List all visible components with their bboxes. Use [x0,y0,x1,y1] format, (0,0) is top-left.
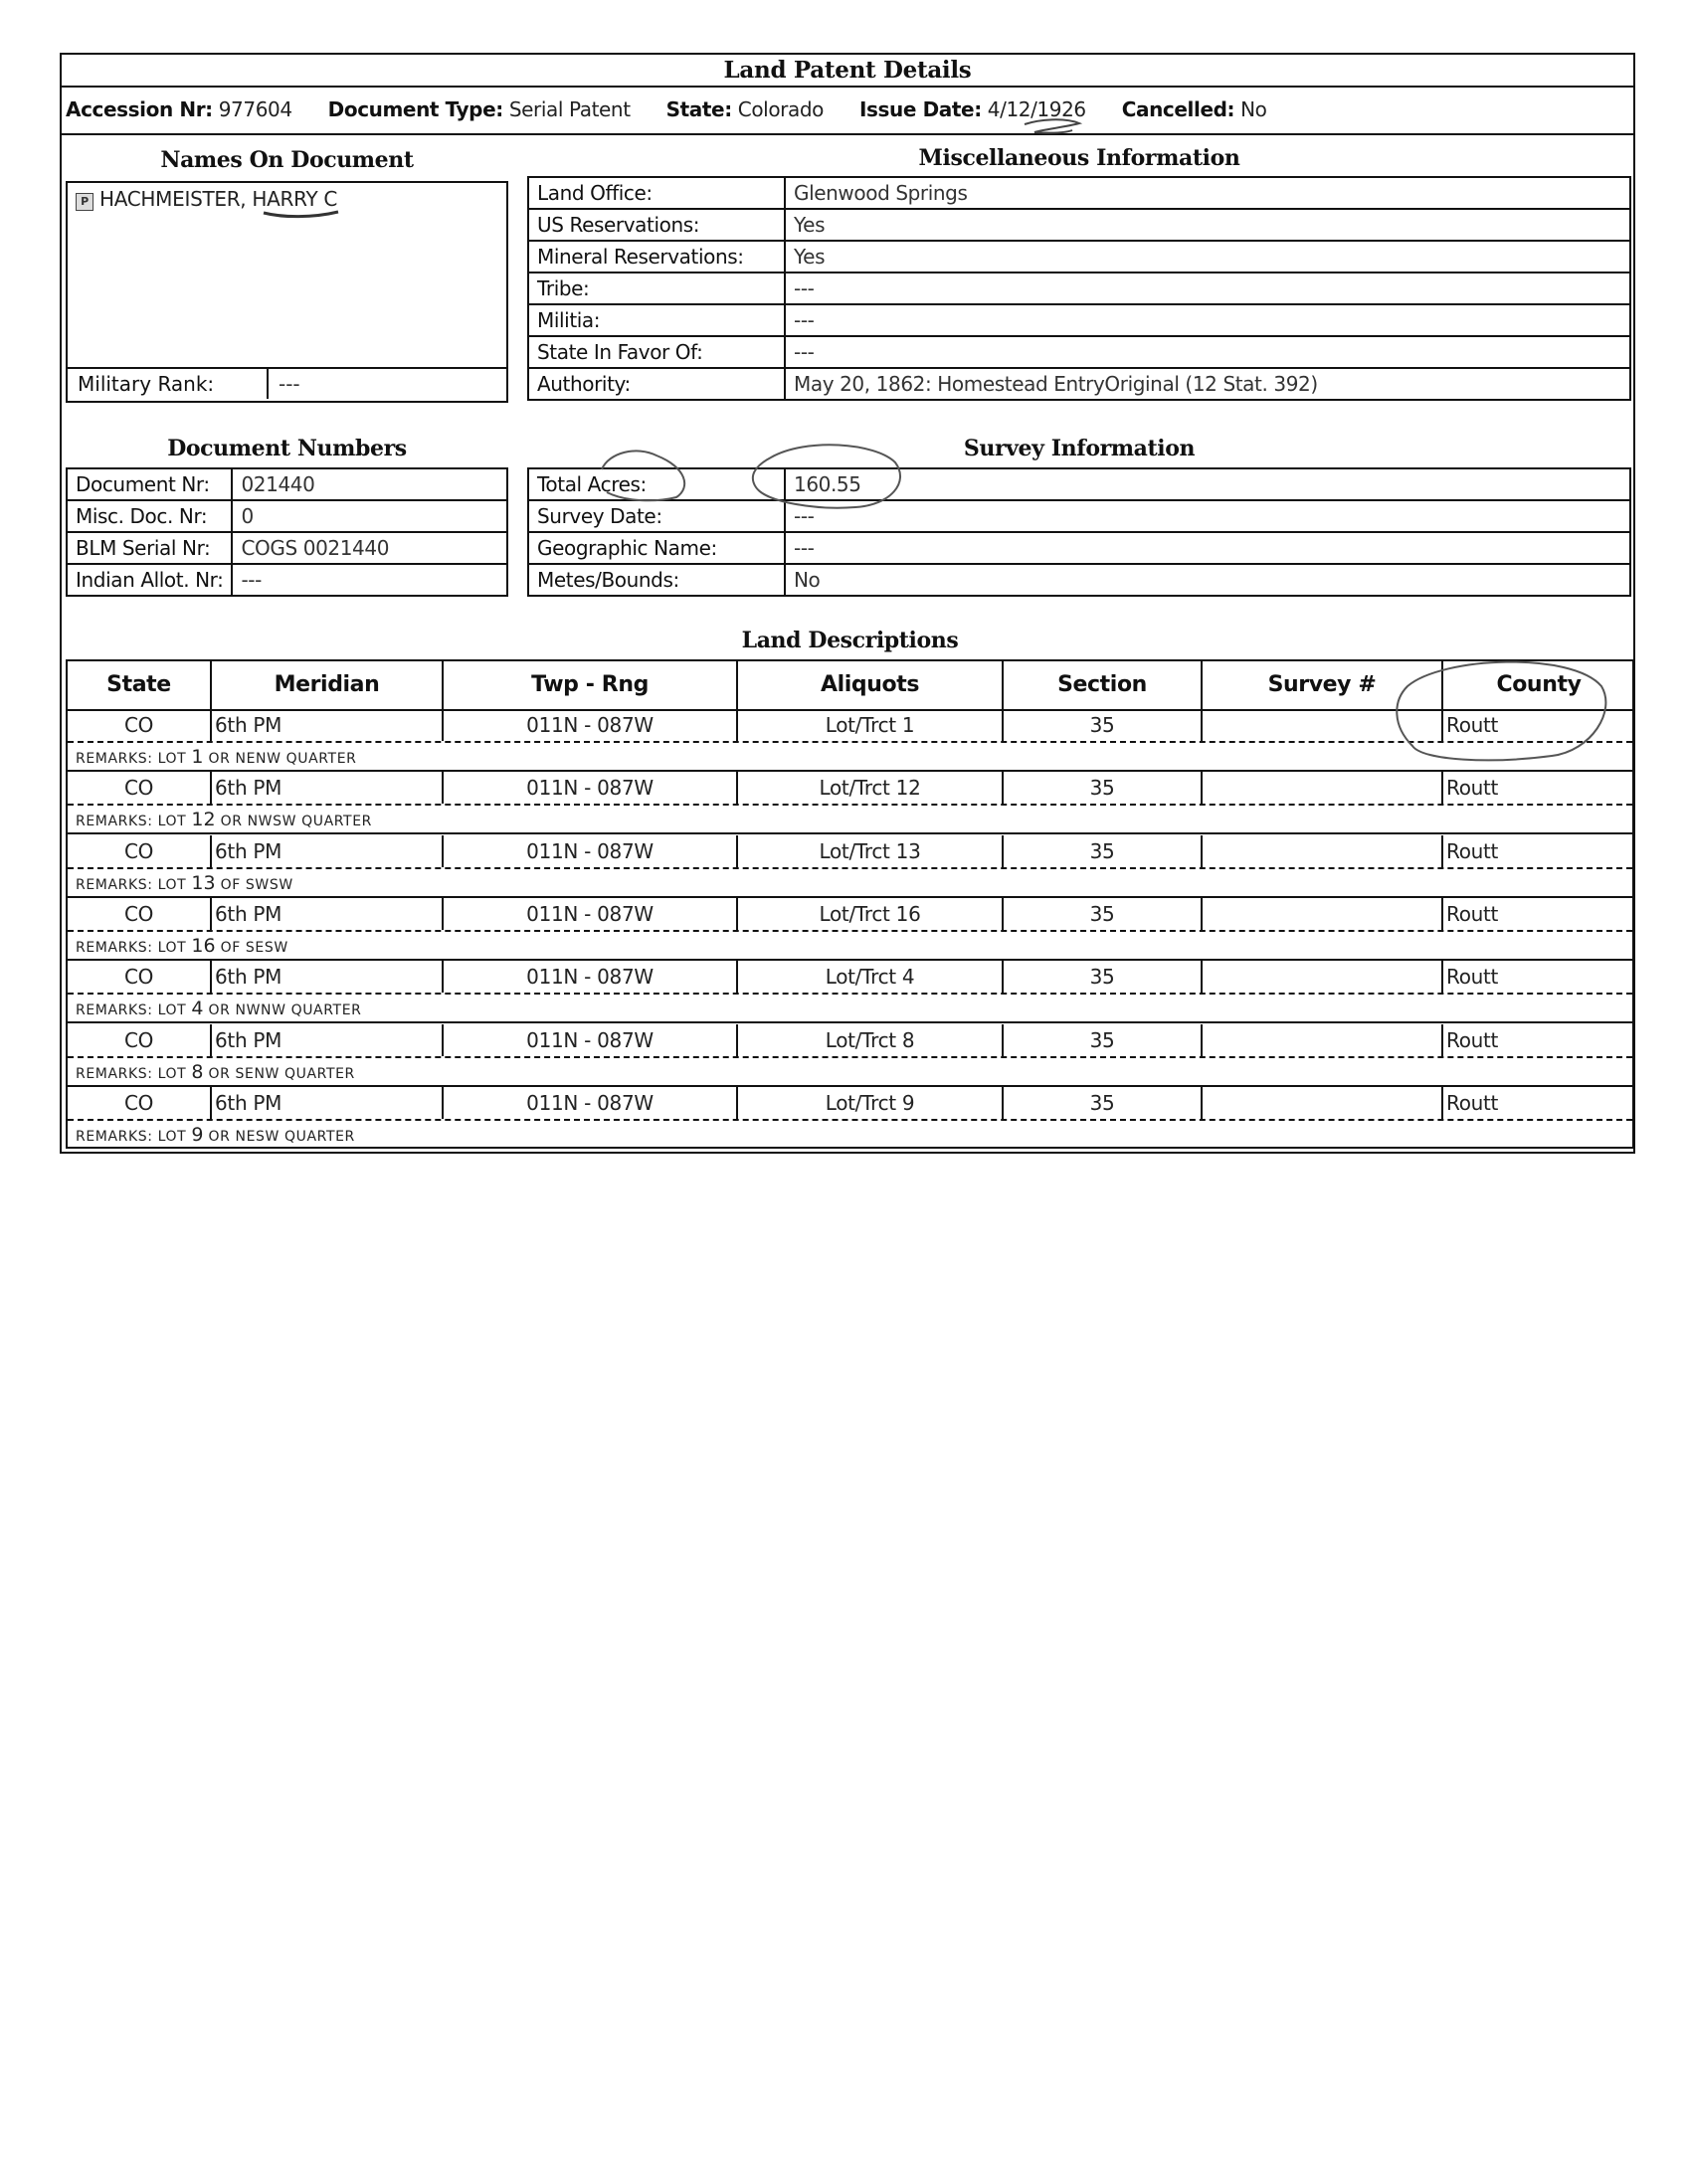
misc-info-value: Yes [785,209,1630,241]
cell-meridian: 6th PM [212,835,444,867]
survey-info-value: No [785,564,1630,596]
cell-township-range: 011N - 087W [444,835,738,867]
remarks-label: REMARKS: [76,939,153,956]
land-row [68,1024,1632,1087]
misc-info-row [528,209,1630,241]
cell-survey-number [1203,835,1443,867]
misc-info-label: Tribe: [528,273,785,304]
land-row-remarks [76,1121,355,1149]
column-header-meridian[interactable]: Meridian [212,661,444,709]
misc-info-row [528,336,1630,368]
land-row-data [68,961,1632,995]
document-number-label: Document Nr: [67,468,232,500]
document-number-value: COGS 0021440 [232,532,507,564]
cell-meridian: 6th PM [212,1087,444,1119]
cell-section: 35 [1004,709,1203,741]
remarks-lot-number: 12 [191,809,216,831]
misc-info-value: Glenwood Springs [785,177,1630,209]
survey-info-value: 160.55 [785,468,1630,500]
remarks-lot-number: 1 [191,746,204,768]
column-header-aliquots[interactable]: Aliquots [738,661,1004,709]
misc-info-label: State In Favor Of: [528,336,785,368]
remarks-lot-word: LOT [157,1128,187,1145]
survey-info-row [528,564,1630,596]
land-row [68,835,1632,898]
cell-state: CO [68,1024,212,1056]
cell-survey-number [1203,709,1443,741]
page-title: Land Patent Details [60,53,1635,88]
cell-survey-number [1203,772,1443,804]
cell-section: 35 [1004,961,1203,993]
land-descriptions-table [66,659,1634,1149]
accession-value: 977604 [218,97,292,121]
land-row-remarks [76,932,288,960]
cell-section: 35 [1004,1087,1203,1119]
cell-section: 35 [1004,898,1203,930]
document-number-row [67,468,507,500]
cell-aliquots: Lot/Trct 9 [738,1087,1004,1119]
survey-info-table [527,467,1631,597]
cell-meridian: 6th PM [212,1024,444,1056]
state-field [666,87,824,133]
state-value: Colorado [737,97,824,121]
land-row [68,898,1632,961]
survey-section-title: Survey Information [963,436,1196,461]
issue-date-value: 4/12/1926 [987,97,1086,121]
cell-state: CO [68,835,212,867]
misc-info-value: --- [785,336,1630,368]
misc-info-label: Mineral Reservations: [528,241,785,273]
land-section-title: Land Descriptions [741,628,959,653]
issue-date-field [859,87,1086,133]
names-list [76,187,337,211]
misc-info-label: Land Office: [528,177,785,209]
survey-info-label: Geographic Name: [528,532,785,564]
cell-survey-number [1203,1024,1443,1056]
misc-info-value: May 20, 1862: Homestead EntryOriginal (12 Stat. 392) [785,368,1630,400]
document-type-field [328,87,631,133]
cell-aliquots: Lot/Trct 8 [738,1024,1004,1056]
column-header-section[interactable]: Section [1004,661,1203,709]
misc-info-value: --- [785,304,1630,336]
survey-info-row [528,500,1630,532]
remarks-label: REMARKS: [76,814,153,830]
cell-county: Routt [1446,1090,1499,1115]
patent-summary-bar [60,87,1635,135]
state-label: State: [665,97,732,121]
cell-state: CO [68,1087,212,1119]
accession-label: Accession Nr: [66,97,213,121]
cancelled-value: No [1240,97,1267,121]
document-numbers-table [66,467,508,597]
column-header-county[interactable]: County [1496,672,1582,697]
remarks-label: REMARKS: [76,1128,153,1145]
cell-township-range: 011N - 087W [444,1024,738,1056]
land-row-remarks [76,995,361,1022]
cell-state: CO [68,961,212,993]
document-number-value: 0 [232,500,507,532]
survey-info-value: --- [785,500,1630,532]
column-header-township-range[interactable]: Twp - Rng [444,661,738,709]
remarks-lot-number: 9 [191,1123,204,1146]
cell-state: CO [68,709,212,741]
document-number-label: Indian Allot. Nr: [67,564,232,596]
remarks-lot-number: 4 [191,998,204,1020]
remarks-lot-word: LOT [157,751,187,767]
misc-info-label: Authority: [528,368,785,400]
cell-meridian: 6th PM [212,709,444,741]
cell-state: CO [68,772,212,804]
docnums-section-title: Document Numbers [167,436,407,461]
remarks-lot-number: 13 [191,871,216,894]
remarks-description: OF SWSW [220,876,293,893]
military-rank-row [68,367,506,401]
remarks-lot-number: 16 [191,934,216,957]
cell-meridian: 6th PM [212,772,444,804]
survey-info-row [528,532,1630,564]
land-row-data [68,1024,1632,1058]
name-entry[interactable] [76,187,337,211]
misc-info-table [527,176,1631,401]
misc-info-value: --- [785,273,1630,304]
cell-survey-number [1203,961,1443,993]
accession-field [66,87,292,133]
cell-county: Routt [1446,838,1499,863]
document-number-label: Misc. Doc. Nr: [67,500,232,532]
remarks-lot-word: LOT [157,939,187,956]
land-row-data [68,898,1632,932]
survey-info-row [528,468,1630,500]
remarks-label: REMARKS: [76,1065,153,1082]
name-text: HACHMEISTER, HARRY C [99,187,338,211]
cell-county: Routt [1446,901,1499,926]
cell-section: 35 [1004,772,1203,804]
patentee-icon: P [76,193,94,211]
land-row-remarks [76,1058,355,1086]
land-row-remarks [76,743,356,771]
column-header-state[interactable]: State [68,661,212,709]
land-row [68,772,1632,834]
land-row-data [68,772,1632,806]
remarks-lot-word: LOT [157,876,187,893]
document-number-row [67,532,507,564]
misc-info-label: US Reservations: [528,209,785,241]
cell-township-range: 011N - 087W [444,772,738,804]
remarks-lot-number: 8 [191,1060,204,1083]
remarks-description: OR SENW QUARTER [208,1065,355,1082]
cell-section: 35 [1004,835,1203,867]
misc-info-label: Militia: [528,304,785,336]
misc-info-row [528,273,1630,304]
cell-state: CO [68,898,212,930]
cell-county: Routt [1446,1027,1499,1052]
issue-date-label: Issue Date: [858,97,982,121]
survey-info-label: Survey Date: [528,500,785,532]
cell-meridian: 6th PM [212,898,444,930]
cell-aliquots: Lot/Trct 4 [738,961,1004,993]
cell-section: 35 [1004,1024,1203,1056]
remarks-lot-word: LOT [157,1065,187,1082]
misc-info-row [528,241,1630,273]
misc-info-value: Yes [785,241,1630,273]
cell-county: Routt [1446,713,1499,737]
cell-survey-number [1203,898,1443,930]
cancelled-field [1122,87,1267,133]
misc-info-row [528,177,1630,209]
cell-county: Routt [1446,965,1499,990]
survey-info-label: Metes/Bounds: [528,564,785,596]
remarks-lot-word: LOT [157,814,187,830]
cell-township-range: 011N - 087W [444,1087,738,1119]
names-box [66,181,508,403]
cell-aliquots: Lot/Trct 13 [738,835,1004,867]
document-number-row [67,564,507,596]
land-row-data [68,709,1632,743]
cell-township-range: 011N - 087W [444,961,738,993]
names-section-title: Names On Document [160,147,414,173]
land-row-data [68,1087,1632,1121]
remarks-description: OR NWNW QUARTER [208,1002,362,1019]
land-row [68,1087,1632,1150]
cell-county: Routt [1446,776,1499,801]
land-row-remarks [76,806,372,833]
column-header-survey-number[interactable]: Survey # [1203,661,1443,709]
remarks-description: OR NENW QUARTER [208,751,357,767]
remarks-label: REMARKS: [76,751,153,767]
cell-aliquots: Lot/Trct 12 [738,772,1004,804]
land-row [68,709,1632,772]
remarks-description: OR NWSW QUARTER [220,814,372,830]
remarks-label: REMARKS: [76,876,153,893]
misc-section-title: Miscellaneous Information [918,145,1240,171]
land-table-header [68,661,1632,711]
remarks-description: OF SESW [220,939,288,956]
survey-info-value: --- [785,532,1630,564]
cell-township-range: 011N - 087W [444,898,738,930]
cell-aliquots: Lot/Trct 16 [738,898,1004,930]
cancelled-label: Cancelled: [1121,97,1235,121]
land-row [68,961,1632,1023]
cell-survey-number [1203,1087,1443,1119]
cell-aliquots: Lot/Trct 1 [738,709,1004,741]
remarks-description: OR NESW QUARTER [208,1128,355,1145]
document-number-label: BLM Serial Nr: [67,532,232,564]
document-number-value: 021440 [232,468,507,500]
land-row-remarks [76,869,293,897]
survey-info-label: Total Acres: [528,468,785,500]
document-number-value: --- [232,564,507,596]
document-type-label: Document Type: [327,97,503,121]
misc-info-row [528,304,1630,336]
misc-info-row [528,368,1630,400]
document-number-row [67,500,507,532]
remarks-label: REMARKS: [76,1002,153,1019]
land-row-data [68,835,1632,869]
military-rank-label: Military Rank: [68,369,269,399]
military-rank-value: --- [279,372,300,396]
cell-meridian: 6th PM [212,961,444,993]
remarks-lot-word: LOT [157,1002,187,1019]
cell-township-range: 011N - 087W [444,709,738,741]
document-type-value: Serial Patent [508,97,631,121]
